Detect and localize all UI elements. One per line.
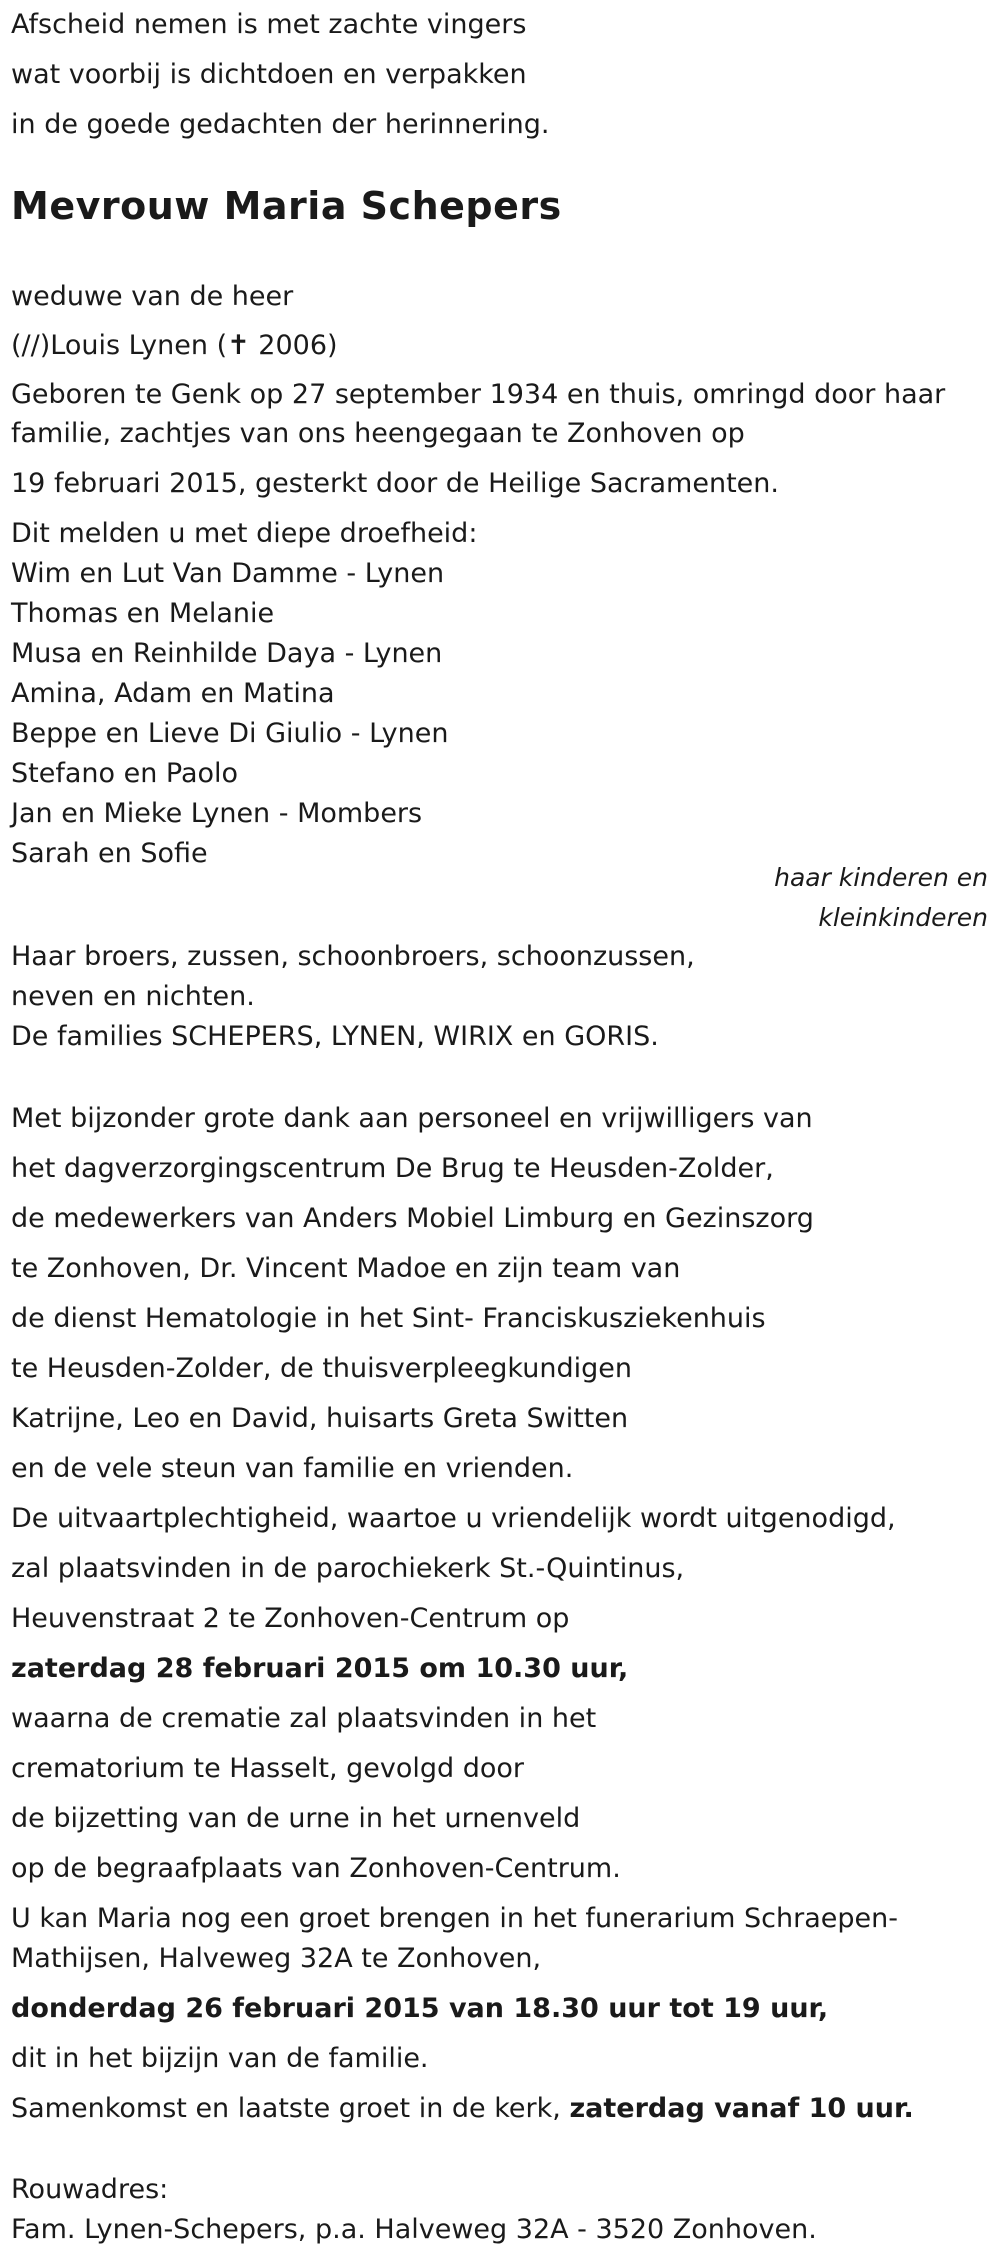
family-line-5: Beppe en Lieve Di Giulio - Lynen (11, 718, 449, 749)
widow-line-1: weduwe van de heer (11, 281, 294, 312)
announce-line: Dit melden u met diepe droefheid: (11, 518, 478, 549)
cremation-line-2: crematorium te Hasselt, gevolgd door (11, 1753, 525, 1784)
gathering-time: zaterdag vanaf 10 uur. (569, 2093, 914, 2124)
deceased-name: Mevrouw Maria Schepers (11, 184, 562, 228)
visit-note: dit in het bijzijn van de familie. (11, 2043, 429, 2074)
thanks-line-7: Katrijne, Leo en David, huisarts Greta Switten (11, 1403, 629, 1434)
poem-line-1: Afscheid nemen is met zachte vingers (11, 9, 527, 40)
thanks-line-5: de dienst Hematologie in het Sint- Franciskusziekenhuis (11, 1303, 766, 1334)
visit-date: donderdag 26 februari 2015 van 18.30 uur tot 19 uur, (11, 1993, 829, 2024)
ceremony-line-1: De uitvaartplechtigheid, waartoe u vriendelijk wordt uitgenodigd, (11, 1503, 896, 1534)
family-line-8: Sarah en Sofie (11, 838, 208, 869)
thanks-line-2: het dagverzorgingscentrum De Brug te Heusden-Zolder, (11, 1153, 774, 1184)
thanks-line-3: de medewerkers van Anders Mobiel Limburg en Gezinszorg (11, 1203, 814, 1234)
birth-line-2: familie, zachtjes van ons heengegaan te Zonhoven op (11, 418, 745, 449)
cremation-line-3: de bijzetting van de urne in het urnenveld (11, 1803, 581, 1834)
visit-line-2: Mathijsen, Halveweg 32A te Zonhoven, (11, 1943, 542, 1974)
cremation-line-4: op de begraafplaats van Zonhoven-Centrum. (11, 1853, 621, 1884)
thanks-line-4: te Zonhoven, Dr. Vincent Madoe en zijn team van (11, 1253, 681, 1284)
ceremony-date: zaterdag 28 februari 2015 om 10.30 uur, (11, 1653, 629, 1684)
family-line-3: Musa en Reinhilde Daya - Lynen (11, 638, 443, 669)
family-line-6: Stefano en Paolo (11, 758, 239, 789)
birth-line-3: 19 februari 2015, gesterkt door de Heilige Sacramenten. (11, 468, 779, 499)
cremation-line-1: waarna de crematie zal plaatsvinden in het (11, 1703, 597, 1734)
gathering-text: Samenkomst en laatste groet in de kerk, (11, 2093, 570, 2124)
thanks-line-6: te Heusden-Zolder, de thuisverpleegkundigen (11, 1353, 632, 1384)
thanks-line-8: en de vele steun van familie en vrienden. (11, 1453, 574, 1484)
poem-line-3: in de goede gedachten der herinnering. (11, 109, 550, 140)
gathering-line (11, 2089, 914, 2129)
relatives-line-2: neven en nichten. (11, 981, 255, 1012)
thanks-line-1: Met bijzonder grote dank aan personeel en vrijwilligers van (11, 1103, 813, 1134)
ceremony-line-2: zal plaatsvinden in de parochiekerk St.-Quintinus, (11, 1553, 685, 1584)
poem-line-2: wat voorbij is dichtdoen en verpakken (11, 59, 527, 90)
address-label: Rouwadres: (11, 2174, 169, 2205)
widow-line-2: (//)Louis Lynen (✝ 2006) (11, 330, 338, 361)
birth-line-1: Geboren te Genk op 27 september 1934 en thuis, omringd door haar (11, 379, 946, 410)
family-line-2: Thomas en Melanie (11, 598, 275, 629)
family-line-7: Jan en Mieke Lynen - Mombers (11, 798, 423, 829)
relatives-line-3: De families SCHEPERS, LYNEN, WIRIX en GORIS. (11, 1021, 659, 1052)
visit-line-1: U kan Maria nog een groet brengen in het funerarium Schraepen- (11, 1903, 898, 1934)
relatives-line-1: Haar broers, zussen, schoonbroers, schoonzussen, (11, 941, 695, 972)
family-line-4: Amina, Adam en Matina (11, 678, 335, 709)
address-line: Fam. Lynen-Schepers, p.a. Halveweg 32A - 3520 Zonhoven. (11, 2214, 817, 2245)
children-caption-line-1: haar kinderen en (774, 863, 988, 892)
children-caption-line-2: kleinkinderen (818, 903, 988, 932)
ceremony-line-3: Heuvenstraat 2 te Zonhoven-Centrum op (11, 1603, 570, 1634)
family-line-1: Wim en Lut Van Damme - Lynen (11, 558, 445, 589)
